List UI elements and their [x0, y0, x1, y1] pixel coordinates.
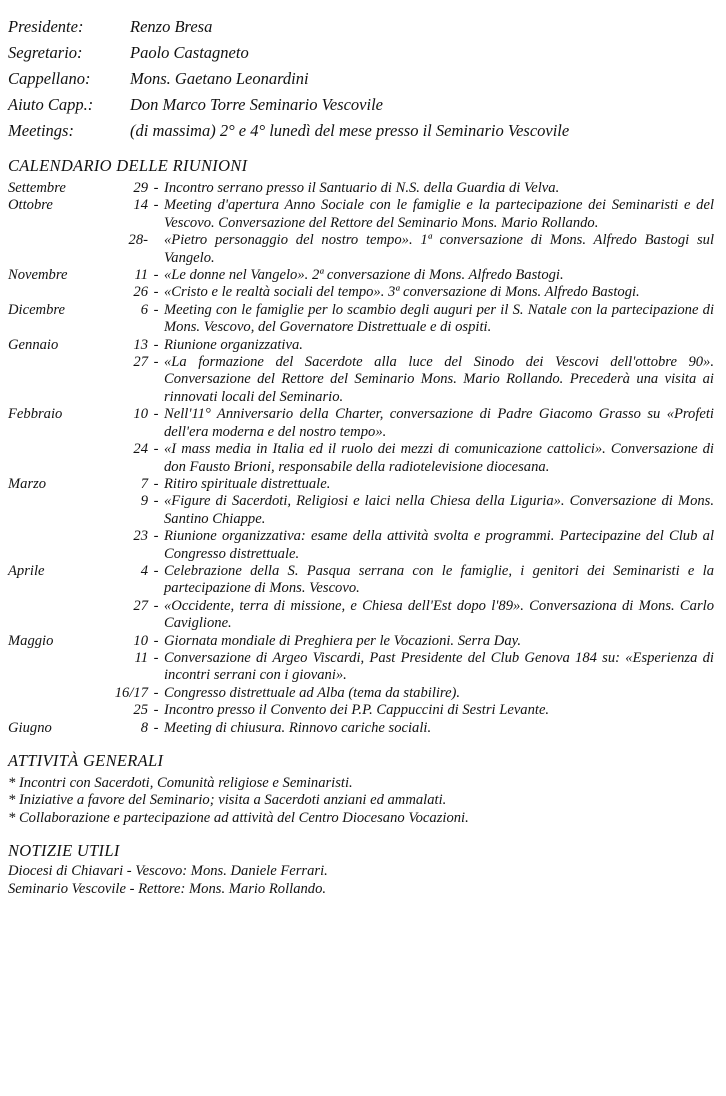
event-dash: -	[153, 719, 159, 736]
officer-label: Presidente:	[8, 17, 84, 36]
event-month	[8, 598, 102, 633]
calendar-event	[8, 406, 718, 441]
officers-list	[8, 14, 718, 144]
calendar-event	[8, 598, 718, 633]
event-day: 11	[134, 267, 148, 284]
event-dash: -	[153, 684, 159, 701]
event-text: «Occidente, terra di missione, e Chiesa dell'Est dopo l'89». Conversaziona di Mons. Carlo Caviglione.	[164, 597, 714, 632]
event-month	[8, 493, 102, 528]
event-dash: -	[153, 180, 159, 196]
event-dash: -	[153, 493, 159, 510]
event-dash: -	[153, 562, 159, 579]
event-text: Meeting di chiusura. Rinnovo cariche sociali.	[164, 719, 432, 736]
event-dash	[148, 232, 164, 267]
event-month: Febbraio	[8, 406, 63, 423]
event-dash: -	[153, 336, 159, 353]
event-month: Aprile	[8, 562, 45, 579]
event-text: Incontro presso il Convento dei P.P. Cappuccini di Sestri Levante.	[164, 702, 550, 719]
event-month	[8, 650, 102, 685]
event-text: Ritiro spirituale distrettuale.	[164, 475, 331, 492]
event-month: Ottobre	[8, 197, 53, 214]
event-day: 6	[140, 301, 148, 318]
event-dash: -	[153, 475, 159, 492]
event-day: 16/17	[114, 684, 148, 701]
event-text: Congresso distrettuale ad Alba (tema da stabilire).	[164, 684, 461, 701]
calendar-event	[8, 267, 718, 284]
calendar-heading: CALENDARIO DELLE RIUNIONI	[8, 156, 248, 175]
event-dash: -	[153, 267, 159, 284]
document-page	[8, 14, 718, 898]
event-day: 27	[133, 354, 148, 371]
event-dash: -	[153, 649, 159, 666]
event-day: 26	[133, 284, 148, 301]
officer-name: Mons. Gaetano Leonardini	[130, 69, 309, 88]
calendar-event	[8, 302, 718, 337]
event-text: Riunione organizzativa.	[164, 336, 303, 353]
event-month	[8, 441, 102, 476]
event-text: «Pietro personaggio del nostro tempo». 1ª conversazione di Mons. Alfredo Bastogi sul Vangelo.	[164, 232, 714, 266]
calendar-event	[8, 685, 718, 702]
event-month	[8, 528, 102, 563]
useful-note-line: Diocesi di Chiavari - Vescovo: Mons. Daniele Ferrari.	[8, 863, 328, 880]
event-day: 27	[133, 597, 148, 614]
calendar-event	[8, 720, 718, 737]
event-day: 9	[140, 493, 148, 510]
officer-name: Renzo Bresa	[130, 17, 213, 36]
event-dash: -	[153, 197, 159, 214]
event-day: 10	[133, 632, 148, 649]
event-text: Celebrazione della S. Pasqua serrana con le famiglie, i genitori dei Seminaristi e la partecipazione di Mons. Vescovo.	[164, 562, 714, 597]
general-activities-heading: ATTIVITÀ GENERALI	[8, 751, 164, 770]
event-month: Maggio	[8, 632, 54, 649]
event-text: Giornata mondiale di Preghiera per le Vocazioni. Serra Day.	[164, 632, 521, 649]
event-dash: -	[153, 528, 159, 545]
event-text: Meeting con le famiglie per lo scambio degli auguri per il S. Natale con la partecipazione di Mons. Vescovo, del Governatore Distrettuale e di ospiti.	[164, 301, 714, 336]
event-text: Nell'11° Anniversario della Charter, conversazione di Padre Giacomo Grasso su «Profeti dell'era moderna e del nostro tempo».	[164, 406, 714, 440]
calendar-event	[8, 232, 718, 267]
event-day: 4	[140, 562, 148, 579]
officer-label: Aiuto Capp.:	[8, 95, 94, 114]
event-month: Giugno	[8, 719, 52, 736]
event-day: 24	[133, 441, 148, 458]
event-day: 28-	[128, 232, 148, 249]
event-month: Dicembre	[8, 301, 65, 318]
calendar-event	[8, 650, 718, 685]
event-month: Settembre	[8, 180, 66, 196]
officer-row	[8, 40, 718, 66]
event-dash: -	[153, 441, 159, 458]
event-month: Marzo	[8, 475, 47, 492]
event-dash: -	[153, 632, 159, 649]
event-day: 14	[133, 197, 148, 214]
event-month: Novembre	[8, 267, 68, 284]
calendar-event	[8, 197, 718, 232]
general-activity-item: * Iniziative a favore del Seminario; visita a Sacerdoti anziani ed ammalati.	[8, 792, 447, 809]
event-day: 23	[133, 528, 148, 545]
event-text: «Figure di Sacerdoti, Religiosi e laici nella Chiesa della Liguria». Conversazione di Mons. Santino Chiappe.	[164, 493, 714, 527]
calendar-event	[8, 284, 718, 301]
event-month: Gennaio	[8, 336, 59, 353]
general-activities-list	[8, 775, 718, 827]
officer-label: Cappellano:	[8, 69, 91, 88]
event-month	[8, 702, 102, 719]
event-day: 8	[140, 719, 148, 736]
useful-note-line: Seminario Vescovile - Rettore: Mons. Mario Rollando.	[8, 880, 327, 897]
event-text: Incontro serrano presso il Santuario di N.S. della Guardia di Velva.	[164, 180, 560, 196]
calendar-event	[8, 702, 718, 719]
calendar-event	[8, 528, 718, 563]
event-dash: -	[153, 406, 159, 423]
event-month	[8, 354, 102, 406]
calendar-event	[8, 180, 718, 197]
meetings-label: Meetings:	[8, 121, 74, 140]
event-dash: -	[153, 354, 159, 371]
meetings-value: (di massima) 2° e 4° lunedì del mese presso il Seminario Vescovile	[130, 121, 570, 140]
event-text: Riunione organizzativa: esame della attività svolta e programmi. Partecipazine del Club al Congresso distrettuale.	[164, 528, 714, 562]
event-dash: -	[153, 597, 159, 614]
calendar-event	[8, 441, 718, 476]
event-text: «La formazione del Sacerdote alla luce del Sinodo dei Vescovi dell'ottobre 90». Conversazione del Rettore del Seminario Mons. Mario Rollando. Precederà una visita ai rinnovati locali del Seminario.	[164, 354, 714, 405]
calendar-event	[8, 354, 718, 406]
officer-name: Don Marco Torre Seminario Vescovile	[130, 95, 383, 114]
event-day: 29	[133, 180, 148, 196]
event-day: 7	[140, 475, 148, 492]
event-dash: -	[153, 702, 159, 719]
event-month	[8, 685, 102, 702]
officer-row	[8, 14, 718, 40]
event-day: 25	[133, 702, 148, 719]
event-dash: -	[153, 284, 159, 301]
event-day: 13	[133, 336, 148, 353]
calendar-list	[8, 180, 718, 737]
calendar-event	[8, 563, 718, 598]
event-text: «I mass media in Italia ed il ruolo dei mezzi di comunicazione cattolici». Conversazione di don Fausto Brioni, responsabile della radiotelevisione diocesana.	[164, 441, 714, 475]
useful-notes-list	[8, 863, 718, 898]
officer-label: Segretario:	[8, 43, 83, 62]
event-dash: -	[153, 301, 159, 318]
officer-row	[8, 66, 718, 92]
event-text: «Cristo e le realtà sociali del tempo». 3ª conversazione di Mons. Alfredo Bastogi.	[164, 284, 640, 301]
calendar-event	[8, 633, 718, 650]
officer-name: Paolo Castagneto	[130, 43, 249, 62]
event-month	[8, 232, 102, 267]
general-activity-item: * Collaborazione e partecipazione ad attività del Centro Diocesano Vocazioni.	[8, 809, 469, 826]
event-text: «Le donne nel Vangelo». 2ª conversazione di Mons. Alfredo Bastogi.	[164, 267, 564, 284]
calendar-event	[8, 337, 718, 354]
meetings-row	[8, 118, 718, 144]
general-activity-item: * Incontri con Sacerdoti, Comunità religiose e Seminaristi.	[8, 775, 353, 791]
event-text: Meeting d'apertura Anno Sociale con le famiglie e la partecipazione dei Seminaristi e del Vescovo. Conversazione del Rettore del Seminario Mons. Mario Rollando.	[164, 197, 714, 231]
calendar-event	[8, 493, 718, 528]
useful-notes-heading: NOTIZIE UTILI	[8, 841, 120, 861]
officer-row	[8, 92, 718, 118]
event-month	[8, 284, 102, 301]
calendar-event	[8, 476, 718, 493]
event-text: Conversazione di Argeo Viscardi, Past Presidente del Club Genova 184 su: «Esperienza di incontri serrani con i giovani».	[164, 649, 714, 684]
event-day: 10	[133, 406, 148, 423]
event-day: 11	[134, 649, 148, 666]
